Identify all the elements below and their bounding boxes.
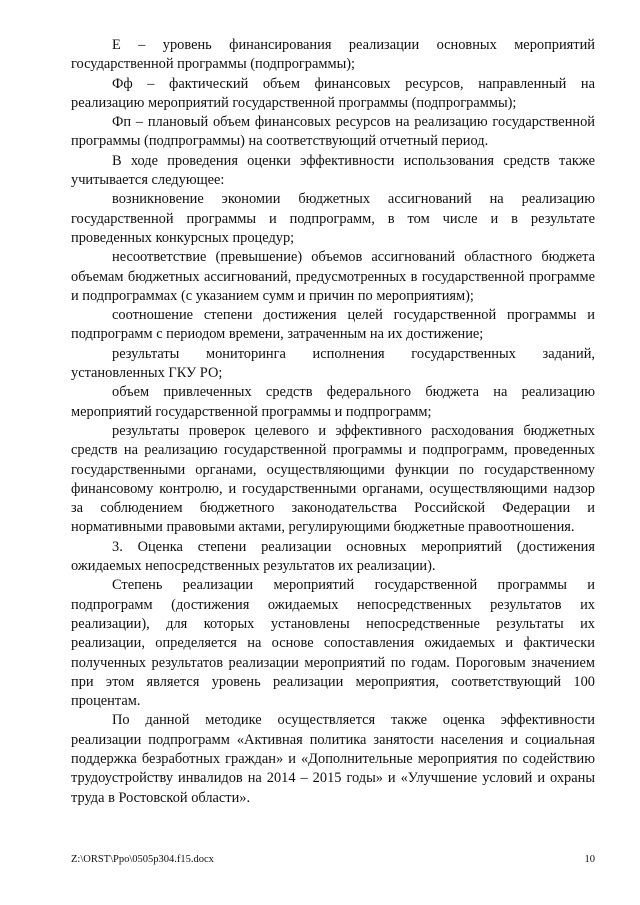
paragraph-audit-results: результаты проверок целевого и эффективного расходования бюджетных средств на реализацию государственной программы и подпрограмм, проведенных государственными органами, осуществляющими функции по государственному финансовому контролю, и государственными органами, осуществляющими надзор за соблюдением бюджетного законодательства Российской Федерации и нормативными правовыми актами, регулирующими бюджетные правоотношения. [71, 422, 595, 536]
paragraph-evaluation-intro: В ходе проведения оценки эффективности использования средств также учитывается следующее: [71, 152, 595, 189]
paragraph-budget-savings: возникновение экономии бюджетных ассигнований на реализацию государственной программы и подпрограмм, в том числе и в результате проведенных конкурсных процедур; [71, 191, 595, 246]
paragraph-federal-funds: объем привлеченных средств федерального бюджета на реализацию мероприятий государственной программы и подпрограмм; [71, 384, 595, 420]
section-heading-3: 3. Оценка степени реализации основных мероприятий (достижения ожидаемых непосредственных результатов их реализации). [71, 538, 595, 575]
page-footer [71, 854, 595, 866]
page-number: 10 [584, 854, 595, 865]
paragraph-e-definition: Е – уровень финансирования реализации основных мероприятий государственной программы (подпрограммы); [71, 37, 595, 73]
paragraph-ff-definition: Фф – фактический объем финансовых ресурсов, направленный на реализацию мероприятий государственной программы (подпрограммы); [71, 75, 595, 111]
paragraph-monitoring-results: результаты мониторинга исполнения государственных заданий, установленных ГКУ РО; [71, 345, 595, 382]
paragraph-fp-definition: Фп – плановый объем финансовых ресурсов на реализацию государственной программы (подпрограммы) на соответствующий отчетный период. [71, 114, 595, 150]
paragraph-budget-mismatch: несоответствие (превышение) объемов ассигнований областного бюджета объемам бюджетных ассигнований, предусмотренных в государственной программе и подпрограммах (с указанием сумм и причин по мероприятиям); [71, 249, 595, 304]
paragraph-implementation-degree: Степень реализации мероприятий государственной программы и подпрограмм (достижения ожидаемых непосредственных результатов их реализации), для которых установлены непосредственные результаты их реализации, определяется на основе сопоставления ожидаемых и фактически полученных результатов реализации мероприятий по годам. Пороговым значением при этом является уровень реализации мероприятия, соответствующий 100 процентам. [71, 577, 595, 710]
paragraph-goal-ratio: соотношение степени достижения целей государственной программы и подпрограмм с периодом времени, затраченным на их достижение; [71, 307, 595, 343]
document-body [71, 36, 595, 808]
footer-file-path: Z:\ORST\Ppo\0505p304.f15.docx [71, 854, 214, 865]
paragraph-methodology-subprograms: По данной методике осуществляется также оценка эффективности реализации подпрограмм «Активная политика занятости населения и социальная поддержка безработных граждан» и «Дополнительные мероприятия по содействию трудоустройству инвалидов на 2014 – 2015 годы» и «Улучшение условий и охраны труда в Ростовской области». [71, 712, 595, 806]
